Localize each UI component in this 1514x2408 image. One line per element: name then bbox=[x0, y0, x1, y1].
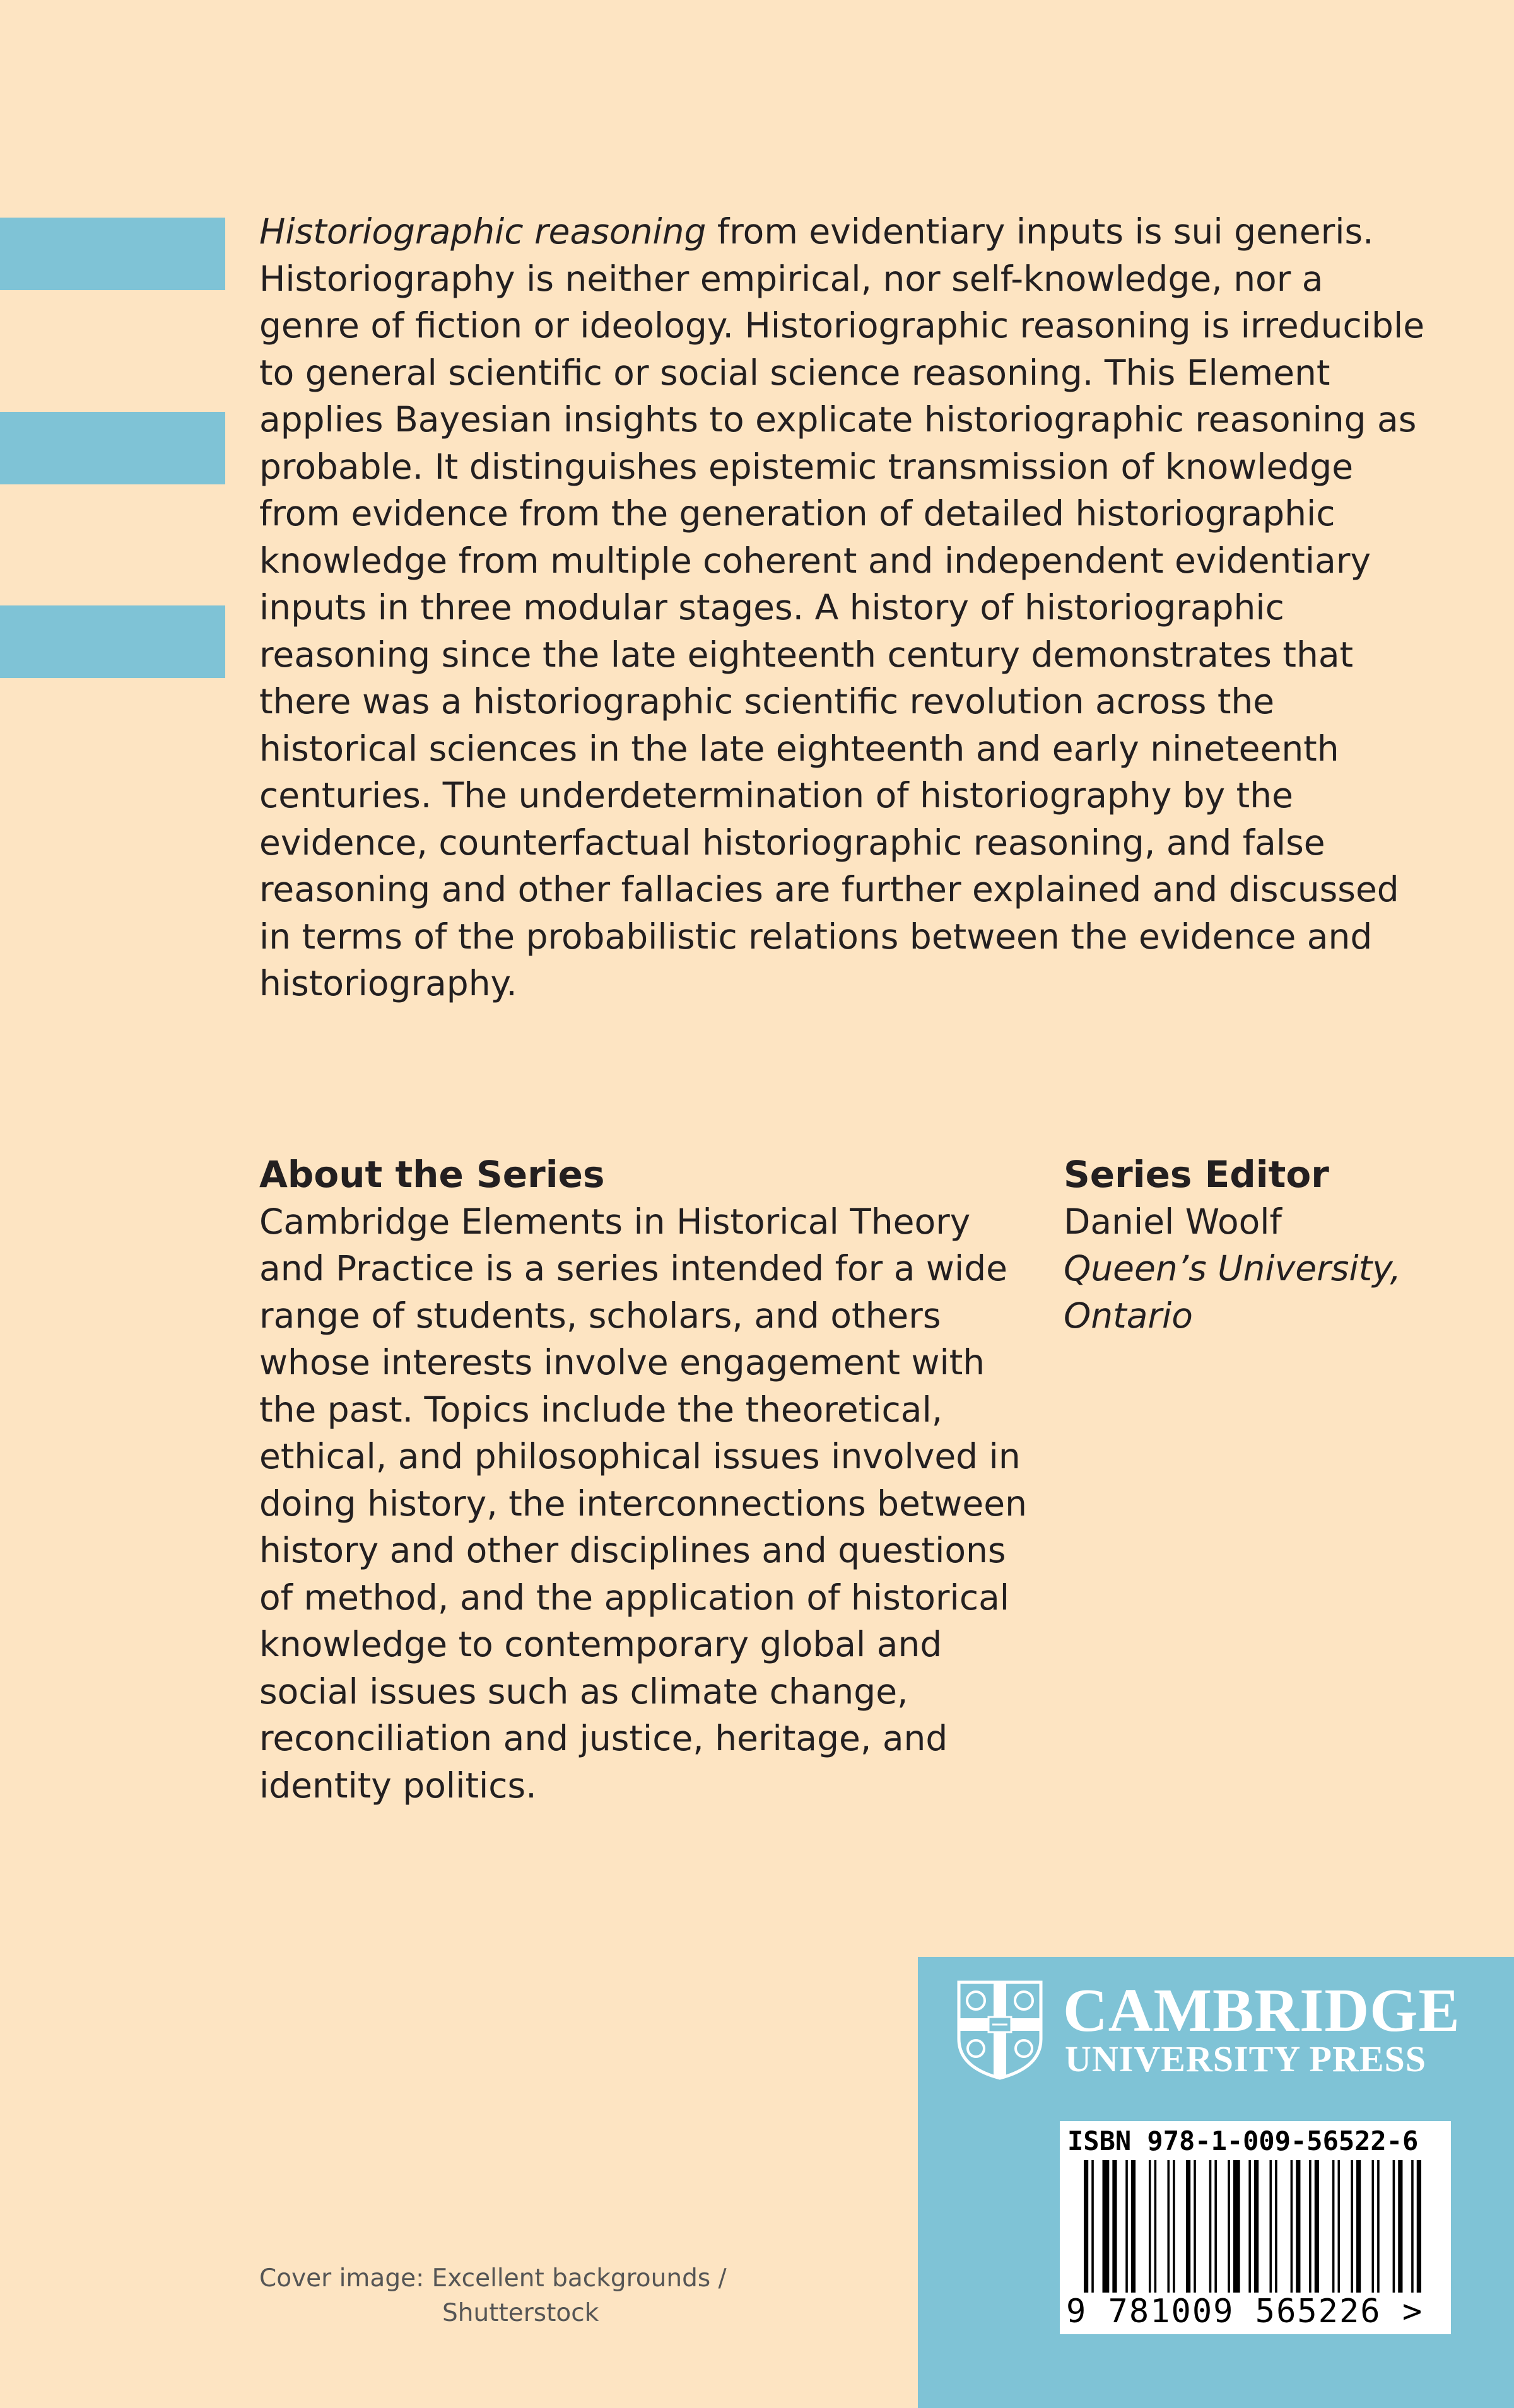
credit-line1: Cover image: Excellent backgrounds / bbox=[259, 2264, 727, 2293]
series-editor-affiliation-line2: Ontario bbox=[1064, 1295, 1193, 1336]
barcode-bar bbox=[1417, 2160, 1421, 2293]
barcode-bar bbox=[1091, 2160, 1094, 2293]
series-editor-affiliation-line1: Queen’s University, bbox=[1064, 1248, 1401, 1289]
publisher-name: CAMBRIDGE bbox=[1063, 1977, 1460, 2045]
barcode-bar bbox=[1332, 2160, 1335, 2293]
barcode-bar bbox=[1214, 2160, 1217, 2293]
barcode-bar bbox=[1103, 2160, 1110, 2293]
barcode-bar bbox=[1254, 2160, 1259, 2293]
decorative-stripe bbox=[0, 412, 225, 484]
publisher-panel bbox=[918, 1957, 1514, 2408]
blurb-text: from evidentiary inputs is sui generis. Historiography is neither empirical, nor self-knowledge, nor a genre of fiction or ideology. Historiographic reasoning is irreducible to general scientific or social science reasoning. This Element applies Bayesian insights to explicate historiographic reasoning as probable. It distinguishes epistemic transmission of knowledge from evidence from the generation of detailed historiographic knowledge from multiple coherent and independent evidentiary inputs in three modular stages. A history of historiographic reasoning since the late eighteenth century demonstrates that there was a historiographic scientific revolution across the historical sciences in the late eighteenth and early nineteenth centuries. The underdetermination of historiography by the evidence, counterfactual historiographic reasoning, and false reasoning and other fallacies are further explained and discussed in terms of the probabilistic relations between the evidence and historiography. bbox=[259, 211, 1425, 1003]
barcode-bar bbox=[1186, 2160, 1190, 2293]
barcode-bar bbox=[1393, 2160, 1395, 2293]
isbn-label: ISBN 978-1-009-56522-6 bbox=[1067, 2125, 1419, 2156]
about-series-body: Cambridge Elements in Historical Theory and Practice is a series intended for a wide range of students, scholars, and others whose interests involve engagement with the past. Topics include the theoretical, ethical, and philosophical issues involved in doing history, the interconnections between history and other disciplines and questions of method, and the application of historical knowledge to contemporary global and social issues such as climate change, reconciliation and justice, heritage, and identity politics. bbox=[259, 1201, 1027, 1806]
university-shield-icon bbox=[956, 1979, 1044, 2080]
barcode-digits: 9 781009 565226 > bbox=[1066, 2293, 1424, 2330]
publisher-subtitle: UNIVERSITY PRESS bbox=[1065, 2038, 1427, 2079]
about-series-section bbox=[259, 1151, 1029, 1809]
blurb-lead-italic: Historiographic reasoning bbox=[259, 211, 707, 252]
barcode-bar bbox=[1173, 2160, 1175, 2293]
barcode-bar bbox=[1411, 2160, 1414, 2293]
credit-line2: Shutterstock bbox=[442, 2299, 599, 2327]
barcode-bar bbox=[1112, 2160, 1117, 2293]
book-blurb bbox=[259, 208, 1433, 1007]
barcode-bar bbox=[1371, 2160, 1374, 2293]
barcode-bar bbox=[1377, 2160, 1380, 2293]
barcode-bar bbox=[1337, 2160, 1340, 2293]
barcode-bar bbox=[1154, 2160, 1157, 2293]
barcode-bar bbox=[1398, 2160, 1402, 2293]
barcode-bar bbox=[1167, 2160, 1170, 2293]
cover-image-credit bbox=[259, 2261, 827, 2330]
barcode-bar bbox=[1233, 2160, 1240, 2293]
isbn-barcode bbox=[1060, 2121, 1451, 2334]
barcode-bar bbox=[1248, 2160, 1251, 2293]
decorative-stripe bbox=[0, 218, 225, 290]
barcode-bar bbox=[1351, 2160, 1353, 2293]
barcode-bar bbox=[1356, 2160, 1361, 2293]
series-editor-name: Daniel Woolf bbox=[1064, 1201, 1282, 1242]
barcode-bar bbox=[1125, 2160, 1128, 2293]
barcode-bar bbox=[1131, 2160, 1136, 2293]
barcode-bar bbox=[1309, 2160, 1312, 2293]
about-series-heading: About the Series bbox=[259, 1153, 605, 1196]
barcode-bar bbox=[1194, 2160, 1196, 2293]
barcode-bar bbox=[1228, 2160, 1230, 2293]
barcode-bar bbox=[1296, 2160, 1300, 2293]
decorative-stripe bbox=[0, 605, 225, 678]
barcode-bar bbox=[1149, 2160, 1151, 2293]
series-editor-heading: Series Editor bbox=[1064, 1153, 1329, 1196]
barcode-bar bbox=[1209, 2160, 1212, 2293]
barcode-bar bbox=[1291, 2160, 1293, 2293]
barcode-bar bbox=[1084, 2160, 1088, 2293]
barcode-bars bbox=[1084, 2160, 1437, 2293]
barcode-bar bbox=[1315, 2160, 1319, 2293]
barcode-bar bbox=[1269, 2160, 1272, 2293]
series-editor-section bbox=[1064, 1151, 1480, 1339]
barcode-bar bbox=[1275, 2160, 1277, 2293]
